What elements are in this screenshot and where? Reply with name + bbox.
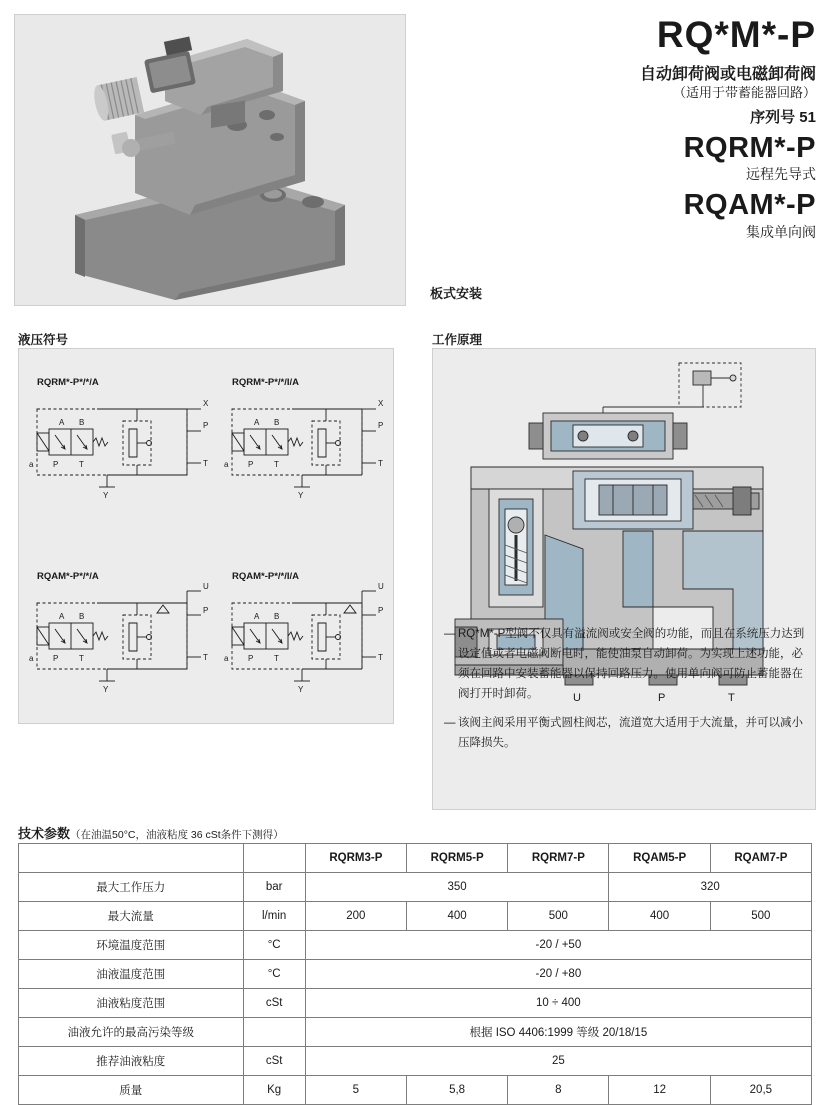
row-unit: l/min	[243, 902, 305, 931]
row-value: 320	[609, 873, 812, 902]
svg-text:B: B	[79, 418, 85, 427]
row-unit: Kg	[243, 1076, 305, 1105]
table-row	[19, 989, 812, 1018]
row-unit: °C	[243, 931, 305, 960]
table-row	[19, 902, 812, 931]
principle-paragraph-2-text: 该阀主阀采用平衡式圆柱阀芯，流道宽大适用于大流量，并可以减小压降损失。	[458, 716, 803, 749]
svg-text:RQRM*-P*/*/A: RQRM*-P*/*/A	[37, 377, 99, 388]
page-title: RQ*M*-P	[656, 14, 816, 55]
row-value: 25	[305, 1047, 811, 1076]
valve-photo-illustration	[15, 15, 406, 306]
hydraulic-symbol-diagrams	[19, 349, 393, 723]
svg-text:Y: Y	[103, 491, 109, 500]
row-value: 400	[406, 902, 507, 931]
row-label: 油液粘度范围	[19, 989, 244, 1018]
header-rqrm5p: RQRM5-P	[406, 844, 507, 873]
row-value: 20,5	[710, 1076, 811, 1105]
svg-text:P: P	[53, 460, 59, 469]
table-row	[19, 873, 812, 902]
row-value: 10 ÷ 400	[305, 989, 811, 1018]
title-column	[420, 16, 816, 242]
svg-text:A: A	[254, 612, 260, 621]
principle-paragraph-1-text: RQ*M*-P型阀不仅具有溢流阀或安全阀的功能，而且在系统压力达到设定值或者电磁阀断电时，能使油泵自动卸荷。为实现上述功能，必须在回路中安装蓄能器以保持回路压力。使用单向阀可防止蓄能器在阀打开时卸荷。	[458, 628, 805, 701]
svg-text:T: T	[203, 653, 208, 662]
row-value: 350	[305, 873, 609, 902]
row-label: 质量	[19, 1076, 244, 1105]
svg-text:P: P	[203, 421, 209, 430]
svg-text:T: T	[274, 460, 279, 469]
row-value: 5	[305, 1076, 406, 1105]
hydraulic-symbols-box	[18, 348, 394, 724]
dash-marker: —	[444, 628, 456, 640]
table-row	[19, 1076, 812, 1105]
table-row	[19, 1018, 812, 1047]
row-label: 最大流量	[19, 902, 244, 931]
row-value: 5,8	[406, 1076, 507, 1105]
table-row	[19, 1047, 812, 1076]
section-label-hydraulic-symbol: 液压符号	[18, 333, 69, 347]
svg-text:T: T	[79, 460, 84, 469]
svg-text:A: A	[59, 418, 65, 427]
principle-paragraph-1	[444, 624, 806, 705]
svg-text:X: X	[378, 399, 384, 408]
row-label: 环境温度范围	[19, 931, 244, 960]
svg-text:Y: Y	[103, 685, 109, 694]
section-label-working-principle: 工作原理	[432, 333, 483, 347]
row-unit: bar	[243, 873, 305, 902]
svg-text:a: a	[224, 460, 229, 469]
svg-text:T: T	[378, 653, 383, 662]
row-value: -20 / +80	[305, 960, 811, 989]
product-photo	[14, 14, 406, 306]
svg-text:B: B	[79, 612, 85, 621]
model-rqrm: RQRM*-P	[683, 131, 816, 164]
model-rqrm-desc: 远程先导式	[746, 166, 816, 183]
header-blank-1	[19, 844, 244, 873]
cutaway-port-p: P	[658, 692, 666, 704]
table-header-row	[19, 844, 812, 873]
svg-text:U: U	[378, 582, 384, 591]
svg-text:A: A	[59, 612, 65, 621]
row-value: 8	[508, 1076, 609, 1105]
row-value: 根据 ISO 4406:1999 等级 20/18/15	[305, 1018, 811, 1047]
mounting-label: 板式安装	[430, 286, 483, 301]
principle-paragraph-2	[444, 713, 806, 753]
svg-text:T: T	[203, 459, 208, 468]
dash-marker: —	[444, 716, 456, 729]
header-blank-2	[243, 844, 305, 873]
model-rqam: RQAM*-P	[683, 189, 816, 222]
row-value: 500	[710, 902, 811, 931]
svg-text:P: P	[248, 460, 254, 469]
row-unit	[243, 1018, 305, 1047]
svg-text:P: P	[378, 421, 384, 430]
svg-text:X: X	[203, 399, 209, 408]
svg-text:B: B	[274, 418, 280, 427]
svg-text:P: P	[378, 606, 384, 615]
row-value: 400	[609, 902, 710, 931]
svg-text:A: A	[254, 418, 260, 427]
principle-text-block	[444, 624, 806, 761]
header-rqam7p: RQAM7-P	[710, 844, 811, 873]
svg-text:T: T	[79, 654, 84, 663]
row-unit: cSt	[243, 989, 305, 1018]
row-unit: °C	[243, 960, 305, 989]
subtitle-chinese-note: （适用于带蓄能器回路）	[672, 85, 816, 100]
cutaway-port-t: T	[728, 692, 735, 704]
cutaway-port-u: U	[573, 692, 581, 704]
row-label: 推荐油液粘度	[19, 1047, 244, 1076]
tech-params-title: 技术参数	[18, 826, 71, 841]
header-rqrm3p: RQRM3-P	[305, 844, 406, 873]
header-section	[0, 0, 830, 318]
svg-text:P: P	[203, 606, 209, 615]
series-number: 序列号 51	[750, 108, 816, 126]
header-rqam5p: RQAM5-P	[609, 844, 710, 873]
row-label: 油液温度范围	[19, 960, 244, 989]
svg-text:P: P	[248, 654, 254, 663]
svg-text:RQAM*-P*/*/A: RQAM*-P*/*/A	[37, 571, 99, 582]
table-row	[19, 960, 812, 989]
tech-params-note: （在油温50°C，油液粘度 36 cSt条件下测得）	[70, 829, 284, 841]
table-body	[19, 873, 812, 1105]
svg-text:Y: Y	[298, 685, 304, 694]
row-value: 500	[508, 902, 609, 931]
svg-text:T: T	[274, 654, 279, 663]
svg-text:Y: Y	[298, 491, 304, 500]
table-row	[19, 931, 812, 960]
row-value: 12	[609, 1076, 710, 1105]
row-value: -20 / +50	[305, 931, 811, 960]
svg-text:RQAM*-P*/*/I/A: RQAM*-P*/*/I/A	[232, 571, 300, 582]
svg-text:a: a	[29, 654, 34, 663]
subtitle-chinese: 自动卸荷阀或电磁卸荷阀	[639, 66, 816, 83]
svg-text:U: U	[203, 582, 209, 591]
tech-params-table	[18, 843, 812, 1105]
svg-text:a: a	[29, 460, 34, 469]
svg-text:B: B	[274, 612, 280, 621]
svg-text:T: T	[378, 459, 383, 468]
model-rqam-desc: 集成单向阀	[746, 223, 816, 240]
svg-text:RQRM*-P*/*/I/A: RQRM*-P*/*/I/A	[232, 377, 300, 388]
row-value: 200	[305, 902, 406, 931]
row-unit: cSt	[243, 1047, 305, 1076]
svg-text:a: a	[224, 654, 229, 663]
header-rqrm7p: RQRM7-P	[508, 844, 609, 873]
row-label: 最大工作压力	[19, 873, 244, 902]
row-label: 油液允许的最高污染等级	[19, 1018, 244, 1047]
tech-params-heading	[18, 823, 284, 842]
svg-text:P: P	[53, 654, 59, 663]
